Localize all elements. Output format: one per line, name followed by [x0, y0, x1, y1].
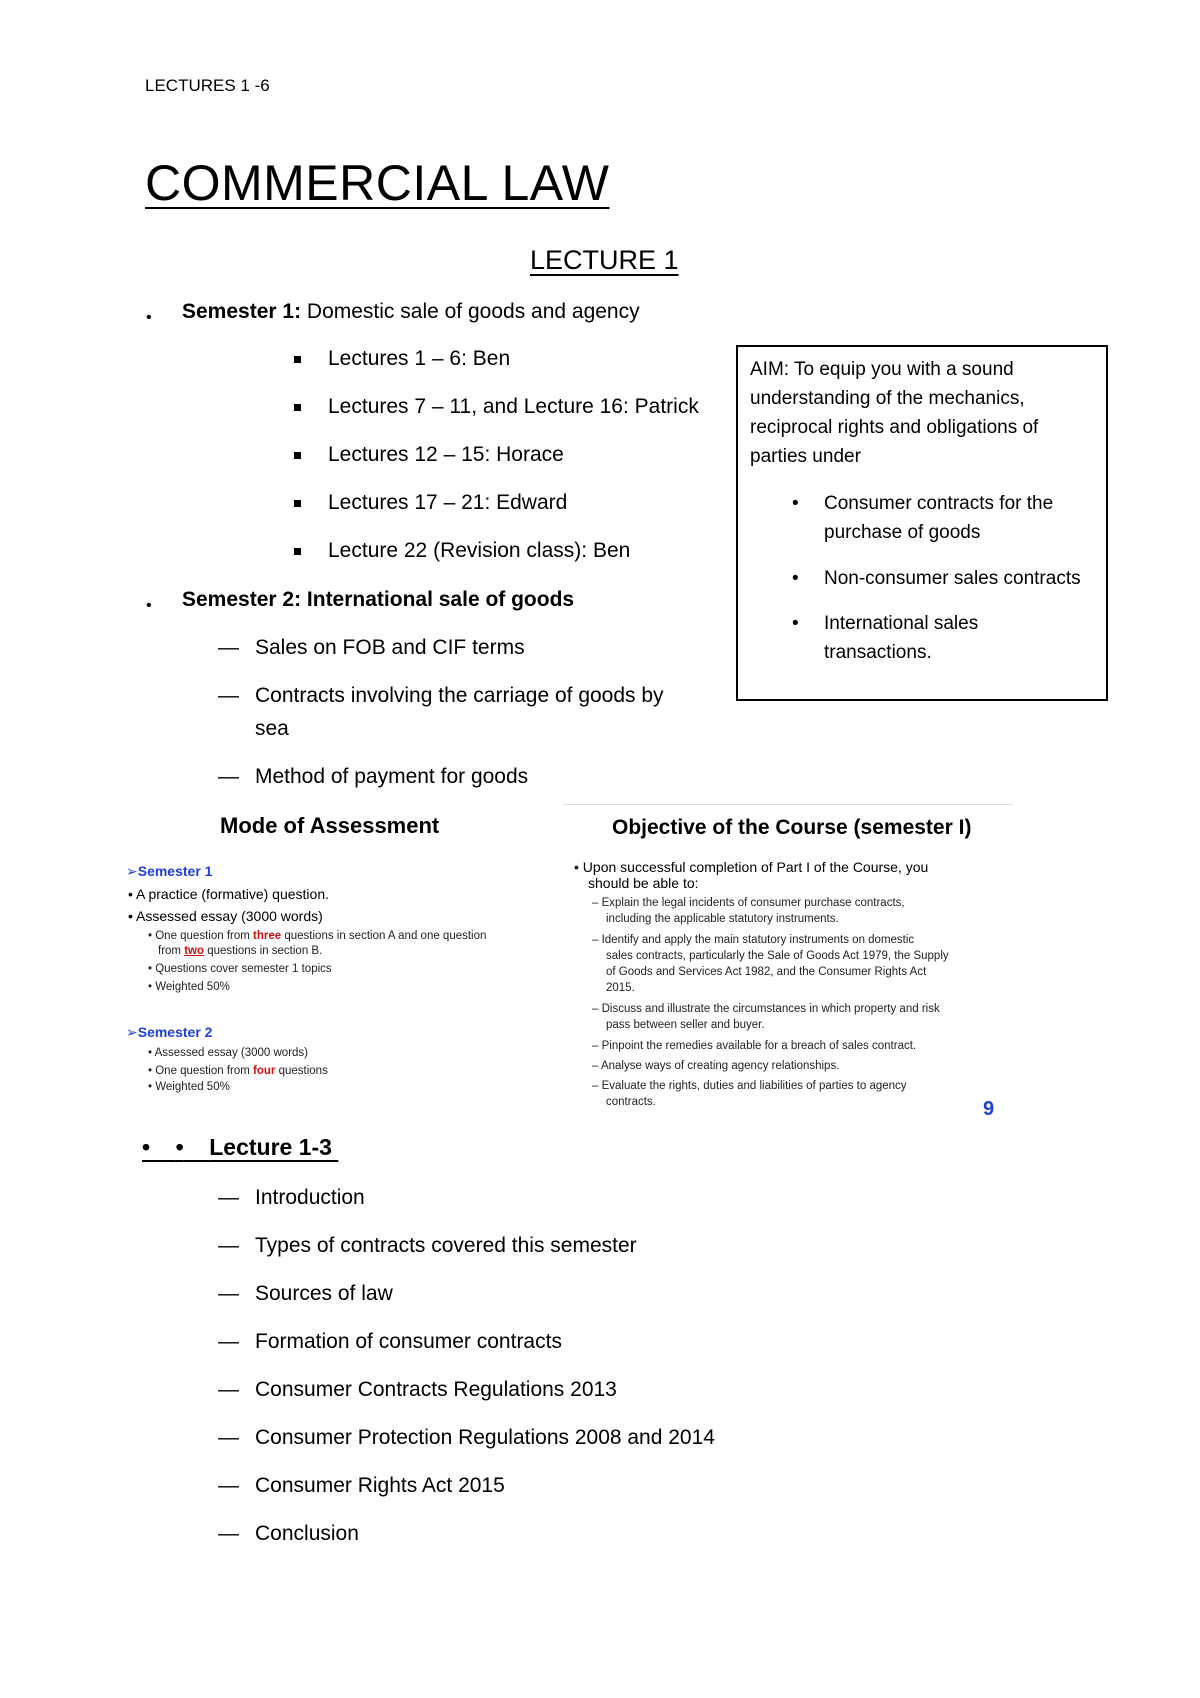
dash-icon: —: [218, 1378, 239, 1401]
list-item: Consumer Protection Regulations 2008 and 2014: [255, 1426, 715, 1449]
running-header: LECTURES 1 -6: [145, 76, 270, 95]
bullet-icon: •: [792, 493, 799, 514]
aim-bullet: International sales: [824, 613, 979, 634]
list-item: Lectures 1 – 6: Ben: [328, 347, 511, 370]
slide-item: • Assessed essay (3000 words): [128, 908, 323, 924]
assessment-slide-title: Mode of Assessment: [220, 813, 440, 838]
slide-page-number: 9: [983, 1098, 995, 1120]
aim-bullet-continued: transactions.: [824, 642, 932, 663]
objective-intro-text: Upon successful completion of Part I of the Course, you: [582, 859, 929, 875]
objective-item-continued: of Goods and Services Act 1982, and the Consumer Rights Act: [606, 966, 927, 978]
dash-icon: —: [218, 1330, 239, 1353]
semester2-label: Semester 2: International sale of goods: [182, 588, 575, 611]
list-item: Formation of consumer contracts: [255, 1330, 562, 1353]
objective-item: – Analyse ways of creating agency relationships.: [592, 1060, 840, 1072]
list-item: Lectures 12 – 15: Horace: [328, 443, 564, 466]
objective-item: – Evaluate the rights, duties and liabilities of parties to agency: [592, 1080, 907, 1092]
objective-item-continued: contracts.: [606, 1096, 656, 1108]
objective-item: – Explain the legal incidents of consumer purchase contracts,: [592, 897, 905, 909]
objective-item-text: Identify and apply the main statutory instruments on domestic: [601, 934, 915, 946]
objective-item-text: Pinpoint the remedies available for a breach of sales contract.: [601, 1040, 917, 1052]
sem2-label: Semester 2: [137, 1024, 213, 1040]
dash-icon: —: [218, 1186, 239, 1209]
aim-bullet-continued: purchase of goods: [824, 522, 981, 543]
slide-emphasis: three: [253, 930, 282, 942]
aim-bullet: Consumer contracts for the: [824, 493, 1054, 514]
slide-subitem-text: One question from: [155, 930, 254, 942]
slide-item-text: Assessed essay (3000 words): [136, 908, 323, 924]
slide-subitem-text: questions: [275, 1065, 328, 1077]
list-item-continued: sea: [255, 717, 289, 740]
objective-item-continued: sales contracts, particularly the Sale of Goods Act 1979, the Supply: [606, 950, 949, 962]
aim-line: parties under: [750, 446, 861, 467]
aim-line: reciprocal rights and obligations of: [750, 417, 1039, 438]
semester1-label: Semester 1:: [182, 300, 302, 323]
objective-item-text: Evaluate the rights, duties and liabilities of parties to agency: [601, 1080, 907, 1092]
slide-subitem: • One question from three questions in section A and one question: [148, 930, 487, 942]
square-bullet-icon: [294, 452, 301, 459]
lecture13-heading: Lecture 1-3: [209, 1134, 332, 1160]
list-item: Contracts involving the carriage of goods by: [255, 684, 664, 707]
objective-item-continued: including the applicable statutory instruments.: [606, 913, 839, 925]
slide-subitem-text: Weighted 50%: [155, 981, 230, 993]
slide-subitem-text: Assessed essay (3000 words): [154, 1047, 308, 1059]
objective-item-text: Explain the legal incidents of consumer purchase contracts,: [601, 897, 905, 909]
sem2-heading: [126, 1024, 212, 1041]
list-item: Introduction: [255, 1186, 365, 1209]
list-item: Lecture 22 (Revision class): Ben: [328, 539, 631, 562]
square-bullet-icon: [294, 356, 301, 363]
slide-subitem: • Assessed essay (3000 words): [148, 1047, 308, 1059]
slide-emphasis: two: [184, 945, 205, 957]
slide-subitem: • Weighted 50%: [148, 1081, 230, 1093]
arrow-icon: ➢: [126, 863, 138, 879]
objective-item-continued: pass between seller and buyer.: [606, 1019, 765, 1031]
slide-subitem-text: One question from: [155, 1065, 254, 1077]
objective-item-continued: 2015.: [606, 982, 635, 994]
bullet-icon: •: [175, 1134, 184, 1160]
list-item: Method of payment for goods: [255, 765, 529, 788]
list-item: Lectures 7 – 11, and Lecture 16: Patrick: [328, 395, 699, 418]
sem1-heading: [126, 863, 212, 880]
aim-box: [736, 345, 1108, 701]
sem1-label: Semester 1: [137, 863, 213, 879]
aim-line: AIM: To equip you with a sound: [750, 359, 1014, 380]
dash-icon: —: [218, 1426, 239, 1449]
slide-subitem: • Questions cover semester 1 topics: [148, 963, 332, 975]
square-bullet-icon: [294, 404, 301, 411]
list-item: Consumer Rights Act 2015: [255, 1474, 505, 1497]
lecture13-heading-row: [142, 1134, 338, 1161]
objective-item-text: Analyse ways of creating agency relationships.: [600, 1060, 840, 1072]
list-item: Conclusion: [255, 1522, 359, 1545]
arrow-icon: ➢: [126, 1024, 138, 1040]
slide-subitem-text: Questions cover semester 1 topics: [155, 963, 332, 975]
square-bullet-icon: [294, 548, 301, 555]
square-bullet-icon: [294, 500, 301, 507]
semester1-text: Domestic sale of goods and agency: [301, 300, 640, 323]
objective-intro-continued: should be able to:: [588, 875, 699, 891]
list-item: Sources of law: [255, 1282, 393, 1305]
document-title: COMMERCIAL LAW: [145, 155, 610, 211]
objective-item: – Discuss and illustrate the circumstances in which property and risk: [592, 1003, 940, 1015]
objective-item-text: Discuss and illustrate the circumstances in which property and risk: [601, 1003, 940, 1015]
dash-icon: —: [218, 765, 239, 788]
dash-icon: —: [218, 1522, 239, 1545]
dash-icon: —: [218, 636, 239, 659]
semester1-line: [182, 300, 640, 324]
slide-emphasis: four: [253, 1065, 276, 1077]
list-item: Consumer Contracts Regulations 2013: [255, 1378, 617, 1401]
aim-line: understanding of the mechanics,: [750, 388, 1025, 409]
slide-item: • A practice (formative) question.: [128, 886, 330, 902]
objective-slide-title: Objective of the Course (semester I): [612, 816, 972, 839]
objective-intro: • Upon successful completion of Part I of the Course, you: [574, 859, 929, 875]
bullet-icon: •: [792, 613, 799, 634]
objective-item: – Pinpoint the remedies available for a breach of sales contract.: [592, 1040, 917, 1052]
slide-divider: [563, 804, 1013, 805]
slide-item-text: A practice (formative) question.: [136, 886, 330, 902]
slide-subitem-text: Weighted 50%: [155, 1081, 230, 1093]
slide-subitem-text: questions in section A and one question: [281, 930, 487, 942]
bullet-icon: •: [142, 1134, 151, 1160]
list-item: Types of contracts covered this semester: [255, 1234, 637, 1257]
bullet-icon: •: [792, 568, 799, 589]
slide-subitem-continued: [158, 945, 322, 957]
objective-item: – Identify and apply the main statutory instruments on domestic: [592, 934, 915, 946]
list-item: Sales on FOB and CIF terms: [255, 636, 525, 659]
aim-bullet: Non-consumer sales contracts: [824, 568, 1081, 589]
slide-subitem-text: from: [158, 945, 185, 957]
slide-subitem: • Weighted 50%: [148, 981, 230, 993]
bullet-icon: •: [146, 309, 152, 326]
list-item: Lectures 17 – 21: Edward: [328, 491, 568, 514]
dash-icon: —: [218, 1282, 239, 1305]
lecture-heading: LECTURE 1: [530, 245, 679, 275]
slide-subitem-text: questions in section B.: [204, 945, 323, 957]
dash-icon: —: [218, 684, 239, 707]
bullet-icon: •: [146, 597, 152, 614]
dash-icon: —: [218, 1474, 239, 1497]
slide-subitem: • One question from four questions: [148, 1065, 328, 1077]
dash-icon: —: [218, 1234, 239, 1257]
